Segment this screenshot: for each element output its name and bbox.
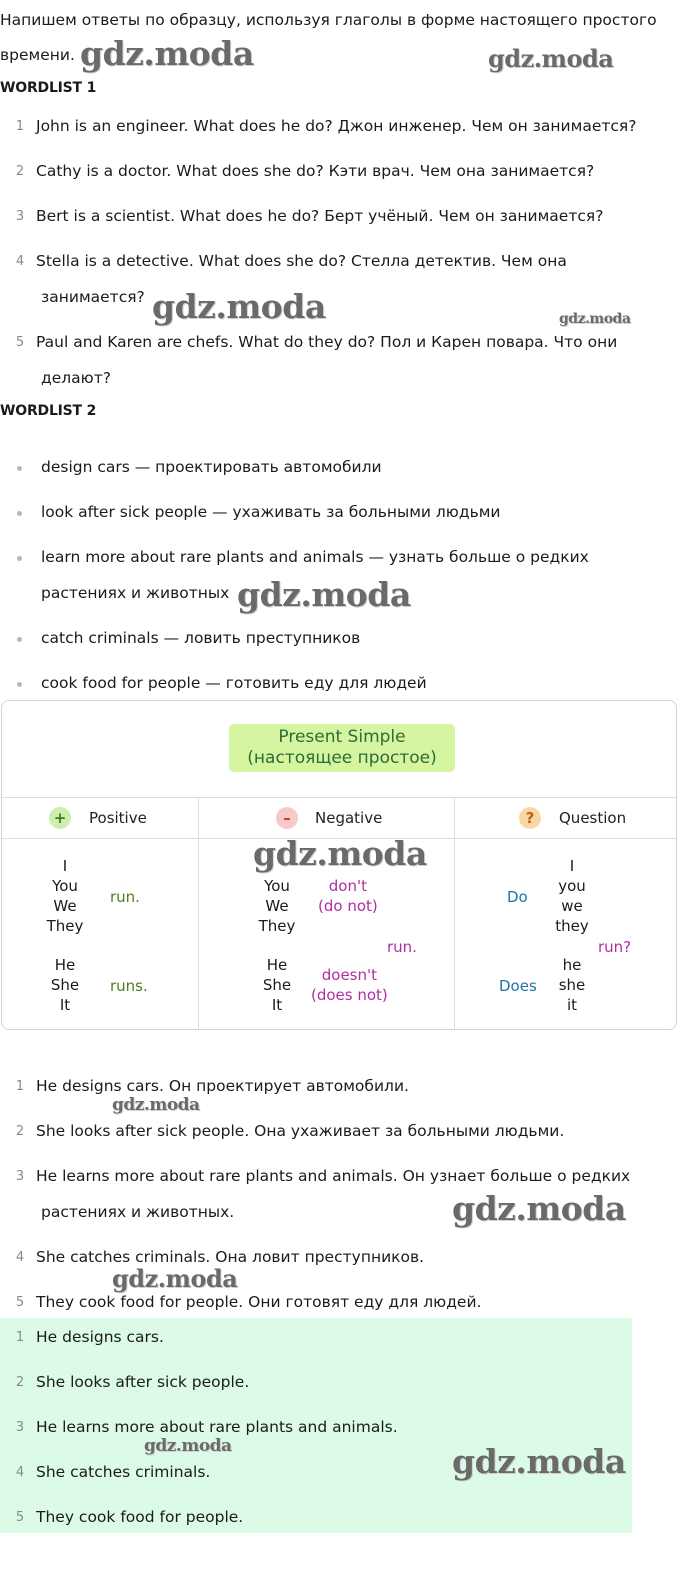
item-text: John is an engineer. What does he do? Джон инженер. Чем он занимается? (36, 117, 637, 135)
watermark: gdz.moda (112, 1095, 200, 1115)
table-title-line-1: Present Simple (278, 727, 406, 747)
item-text-continued: занимается? (41, 288, 145, 306)
table-title (229, 724, 455, 772)
item-text: They cook food for people. Они готовят еду для людей. (36, 1293, 482, 1311)
item-number: 3 (15, 209, 25, 224)
watermark: gdz.moda (144, 1436, 232, 1456)
item-text: Paul and Karen are chefs. What do they do? Пол и Карен повара. Что они (36, 333, 618, 351)
negative-pronouns-plural: You We They (258, 877, 296, 935)
watermark: gdz.moda (237, 575, 411, 614)
item-text: catch criminals — ловить преступников (41, 629, 361, 647)
wordlist-2-heading: WORDLIST 2 (0, 403, 97, 419)
watermark: gdz.moda (253, 834, 427, 873)
item-number: 1 (15, 1079, 25, 1094)
item-number: 5 (15, 335, 25, 350)
bullet-icon (17, 637, 22, 642)
wordlist-1-heading: WORDLIST 1 (0, 80, 97, 96)
bullet-icon (17, 682, 22, 687)
item-number: 1 (15, 119, 25, 134)
negative-aux-doesnt: doesn't (does not) (311, 966, 388, 1004)
item-number: 2 (15, 164, 25, 179)
item-number: 5 (15, 1295, 25, 1310)
watermark: gdz.moda (559, 311, 631, 327)
item-text: She catches criminals. Она ловит преступников. (36, 1248, 425, 1266)
divider (198, 797, 199, 1030)
item-text: cook food for people — готовить еду для людей (41, 674, 427, 692)
question-icon: ? (519, 807, 541, 829)
intro-line-2: времени. (0, 46, 75, 64)
plus-icon: + (49, 807, 71, 829)
question-pronouns-singular: he she it (558, 956, 586, 1014)
item-number: 5 (15, 1510, 25, 1525)
watermark: gdz.moda (452, 1189, 626, 1228)
table-title-line-2: (настоящее простое) (247, 748, 437, 768)
negative-pronouns-singular: He She It (262, 956, 292, 1014)
item-text: Stella is a detective. What does she do? Стелла детектив. Чем она (36, 252, 567, 270)
item-text: Bert is a scientist. What does he do? Берт учёный. Чем он занимается? (36, 207, 604, 225)
item-text: learn more about rare plants and animals — узнать больше о редких (41, 548, 589, 566)
bullet-icon (17, 466, 22, 471)
item-text: He designs cars. Он проектирует автомобили. (36, 1077, 409, 1095)
item-text-continued: растениях и животных (41, 584, 230, 602)
positive-header: Positive (89, 809, 147, 827)
watermark: gdz.moda (152, 287, 326, 326)
bullet-icon (17, 556, 22, 561)
item-text-continued: растениях и животных. (41, 1203, 235, 1221)
negative-aux-dont: don't (do not) (318, 877, 378, 915)
item-text: She looks after sick people. Она ухаживает за больными людьми. (36, 1122, 565, 1140)
watermark: gdz.moda (488, 44, 614, 73)
item-text-continued: делают? (41, 369, 111, 387)
item-text: He learns more about rare plants and animals. Он узнает больше о редких (36, 1167, 631, 1185)
item-text: look after sick people — ухаживать за больными людьми (41, 503, 501, 521)
minus-icon: – (276, 807, 298, 829)
negative-header: Negative (315, 809, 383, 827)
item-text: He designs cars. (36, 1328, 164, 1346)
item-text: He learns more about rare plants and animals. (36, 1418, 398, 1436)
question-aux-do: Do (507, 888, 528, 906)
divider (454, 797, 455, 1030)
positive-verb-s: runs. (110, 977, 148, 995)
item-number: 2 (15, 1124, 25, 1139)
item-text: design cars — проектировать автомобили (41, 458, 382, 476)
question-pronouns-plural: I you we they (555, 857, 589, 935)
item-number: 1 (15, 1330, 25, 1345)
item-number: 3 (15, 1420, 25, 1435)
positive-verb-base: run. (110, 888, 140, 906)
watermark: gdz.moda (452, 1442, 626, 1481)
positive-pronouns-plural: I You We They (46, 857, 84, 935)
item-text: They cook food for people. (36, 1508, 244, 1526)
item-text: Cathy is a doctor. What does she do? Кэти врач. Чем она занимается? (36, 162, 595, 180)
item-number: 4 (15, 1465, 25, 1480)
question-header: Question (559, 809, 627, 827)
watermark: gdz.moda (112, 1264, 238, 1293)
question-verb: run? (598, 938, 632, 956)
intro-line-1: Напишем ответы по образцу, используя глаголы в форме настоящего простого (0, 11, 657, 29)
negative-verb: run. (387, 938, 417, 956)
bullet-icon (17, 511, 22, 516)
item-number: 3 (15, 1169, 25, 1184)
watermark: gdz.moda (80, 34, 254, 73)
question-aux-does: Does (499, 977, 537, 995)
item-number: 2 (15, 1375, 25, 1390)
item-number: 4 (15, 1250, 25, 1265)
positive-pronouns-singular: He She It (50, 956, 80, 1014)
item-text: She looks after sick people. (36, 1373, 250, 1391)
divider (2, 797, 676, 798)
item-number: 4 (15, 254, 25, 269)
item-text: She catches criminals. (36, 1463, 211, 1481)
